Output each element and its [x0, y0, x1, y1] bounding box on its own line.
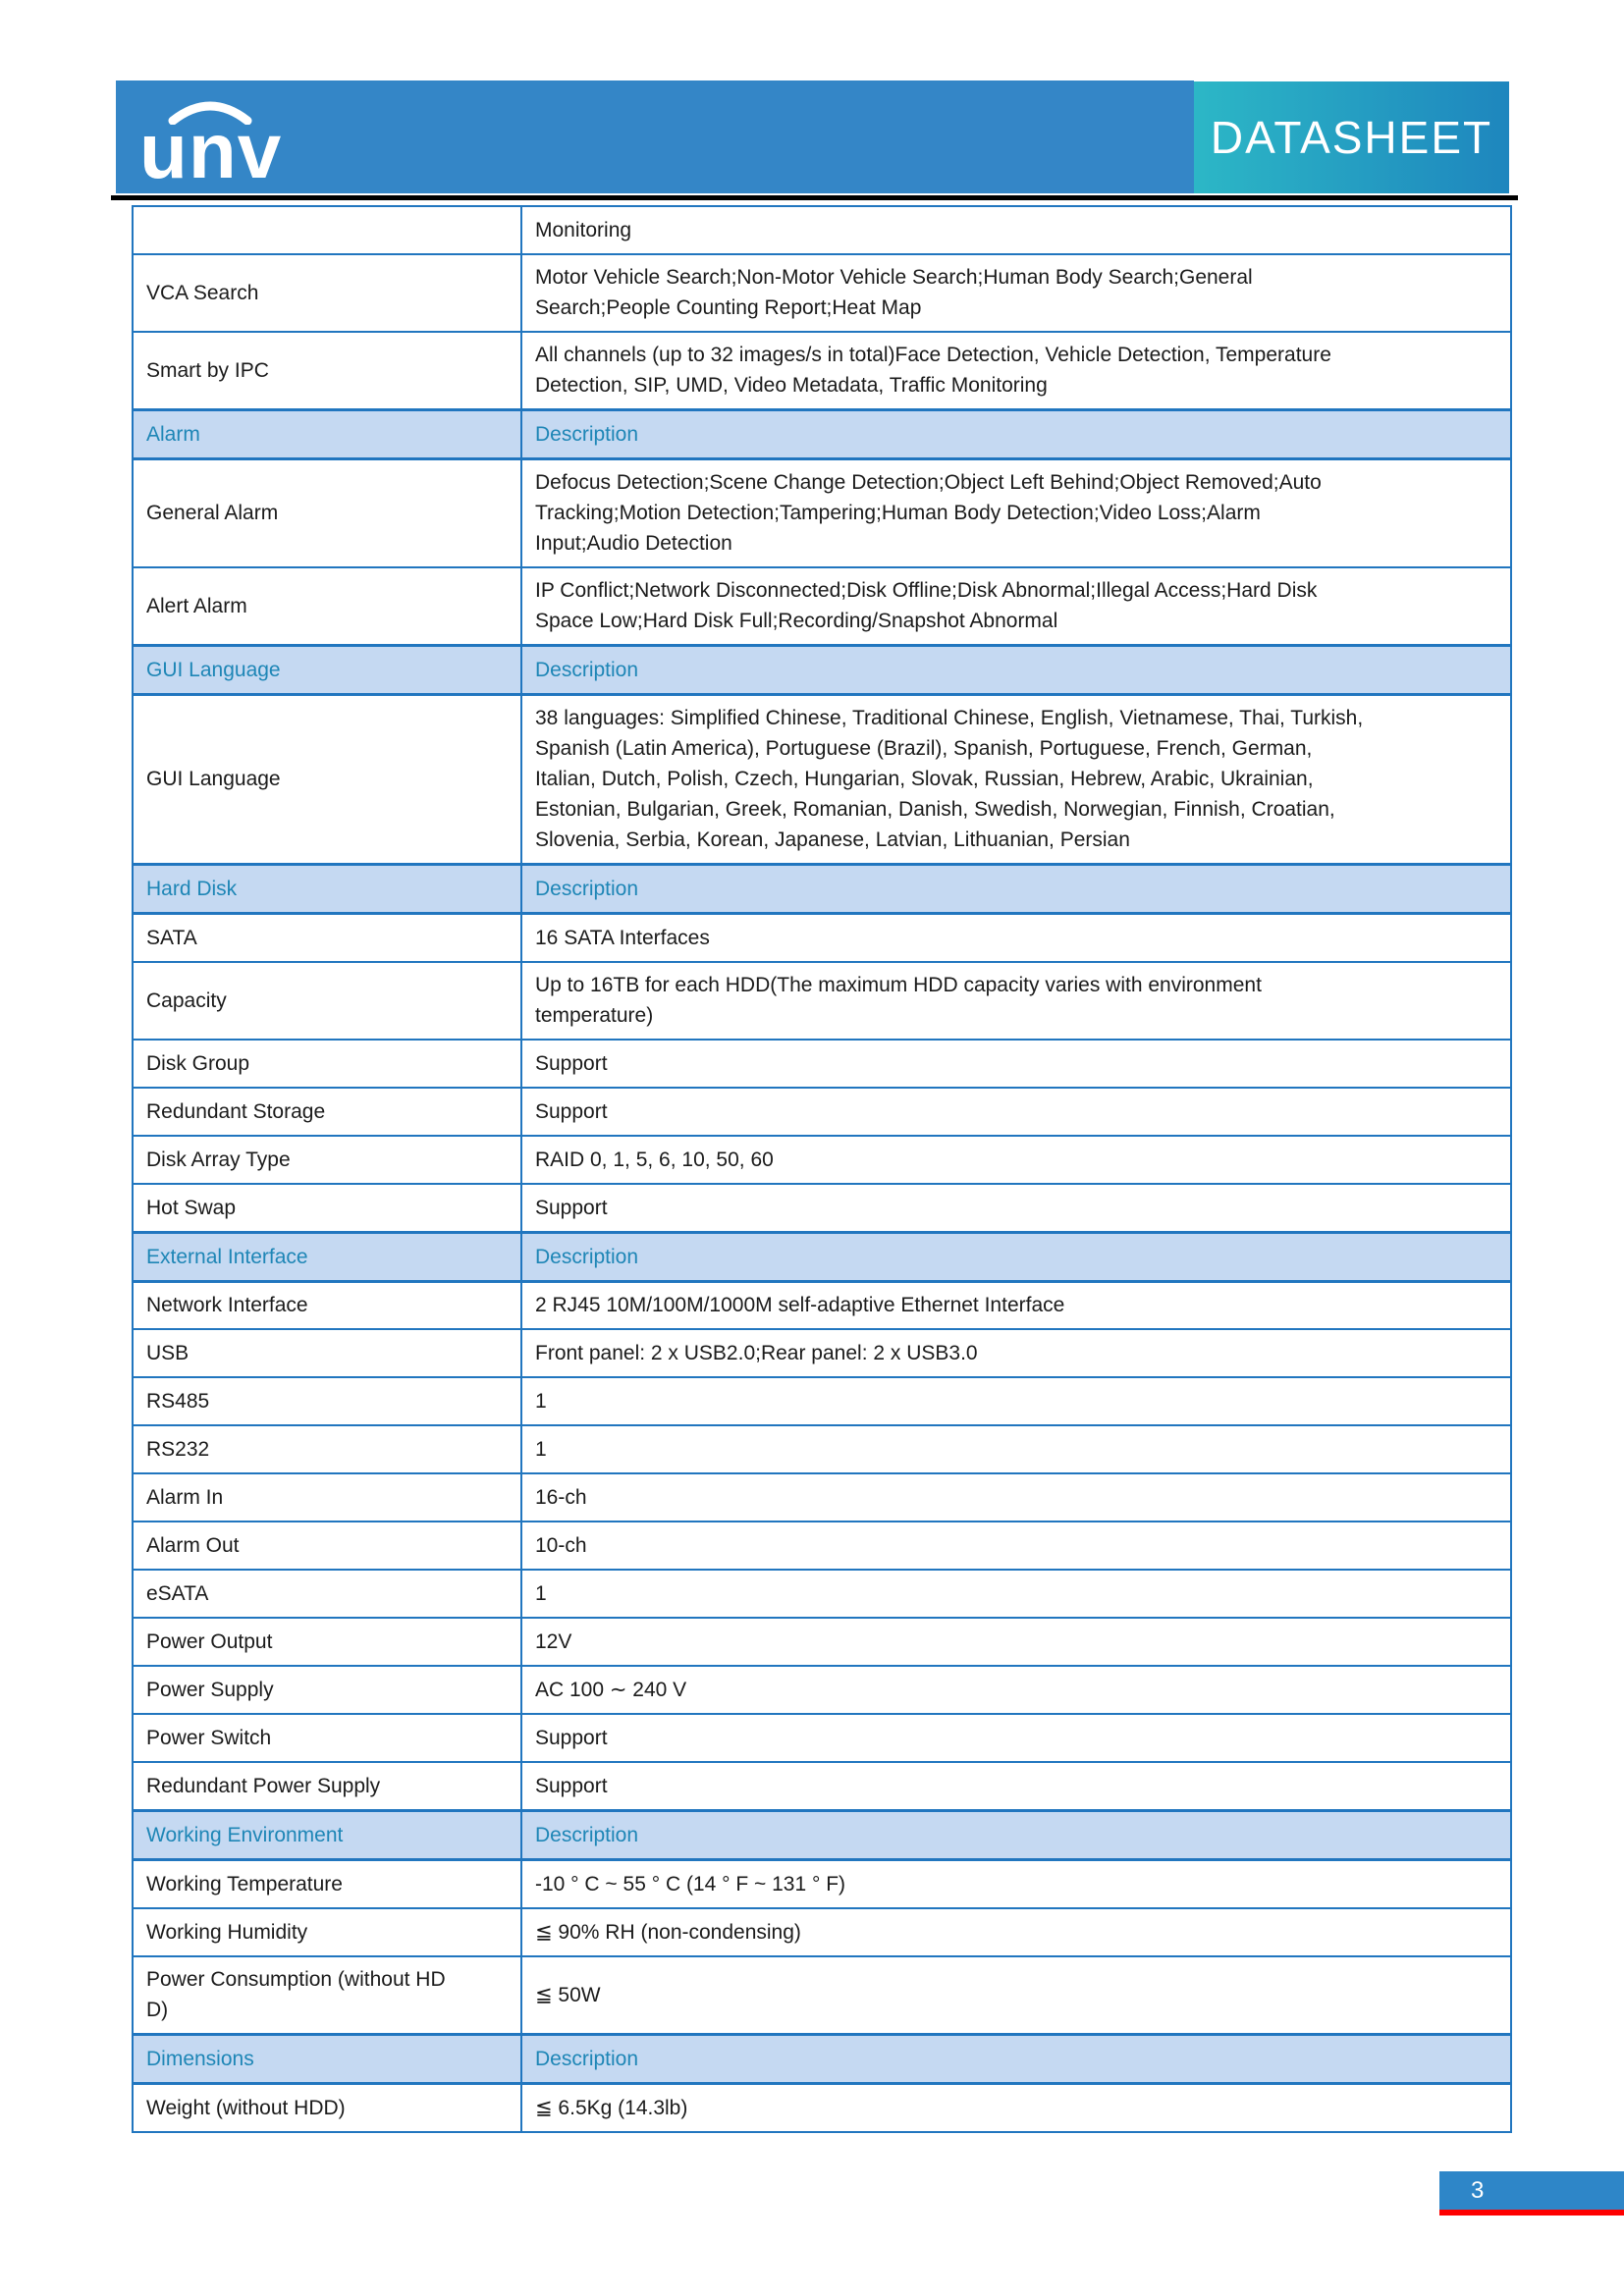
spec-value: 10-ch	[535, 1534, 587, 1558]
spec-label: Alarm In	[146, 1486, 224, 1510]
spec-value: 1	[535, 1438, 547, 1462]
spec-value: Support	[535, 1051, 608, 1075]
spec-label-cell	[133, 1088, 521, 1136]
spec-value: Support	[535, 1196, 608, 1219]
spec-row	[133, 1040, 1511, 1088]
spec-label: Disk Group	[146, 1051, 250, 1075]
spec-row	[133, 206, 1511, 254]
spec-row	[133, 1184, 1511, 1232]
spec-table	[132, 205, 1512, 2133]
spec-label-cell	[133, 2034, 521, 2083]
spec-value: Support	[535, 1727, 608, 1750]
spec-row	[133, 567, 1511, 646]
spec-value: All channels (up to 32 images/s in total)Face Detection, Vehicle Detection, Temperature Detection, SIP, UMD, Video Metadata, Traffic Monitoring	[535, 343, 1331, 397]
spec-value-cell	[521, 1329, 1511, 1377]
spec-label-cell	[133, 1377, 521, 1425]
spec-value-cell	[521, 1522, 1511, 1570]
spec-label-cell	[133, 254, 521, 332]
spec-value-cell	[521, 1281, 1511, 1329]
header-divider-rule	[111, 195, 1518, 200]
spec-value: Description	[535, 422, 639, 446]
spec-label: Power Output	[146, 1630, 273, 1654]
spec-label-cell	[133, 1473, 521, 1522]
spec-label-cell	[133, 1859, 521, 1907]
spec-row	[133, 694, 1511, 864]
spec-value: 12V	[535, 1630, 572, 1654]
spec-value-cell	[521, 2034, 1511, 2083]
spec-label: GUI Language	[146, 658, 281, 681]
spec-value: Description	[535, 2047, 639, 2070]
spec-value-cell	[521, 567, 1511, 646]
spec-row	[133, 1666, 1511, 1714]
spec-row	[133, 1714, 1511, 1762]
page-number: 3	[1471, 2177, 1485, 2204]
spec-label: Redundant Storage	[146, 1099, 326, 1123]
spec-value-cell	[521, 1232, 1511, 1281]
spec-value: IP Conflict;Network Disconnected;Disk Offline;Disk Abnormal;Illegal Access;Hard Disk Space Low;Hard Disk Full;Recording/Snapshot Abnormal	[535, 578, 1318, 632]
spec-label: Alarm	[146, 422, 200, 446]
spec-value-cell	[521, 694, 1511, 864]
spec-label: Weight (without HDD)	[146, 2096, 346, 2119]
spec-label-cell	[133, 962, 521, 1040]
spec-value: AC 100 ∼ 240 V	[535, 1679, 687, 1702]
spec-value: Monitoring	[535, 218, 632, 241]
spec-row	[133, 1618, 1511, 1666]
datasheet-badge	[1194, 81, 1509, 193]
spec-value: Description	[535, 658, 639, 681]
section-header-row	[133, 1232, 1511, 1281]
spec-label-cell	[133, 1570, 521, 1618]
spec-row	[133, 254, 1511, 332]
spec-value-cell	[521, 206, 1511, 254]
spec-value-cell	[521, 1425, 1511, 1473]
spec-label: Power Switch	[146, 1727, 272, 1750]
spec-label: Hard Disk	[146, 877, 238, 900]
spec-label-cell	[133, 2083, 521, 2131]
spec-value-cell	[521, 1377, 1511, 1425]
spec-value-cell	[521, 458, 1511, 567]
spec-row	[133, 1570, 1511, 1618]
spec-row	[133, 962, 1511, 1040]
page-number-badge	[1439, 2171, 1624, 2210]
spec-label-cell	[133, 864, 521, 913]
logo-text: unv	[139, 107, 283, 194]
spec-label-cell	[133, 645, 521, 694]
spec-value: Front panel: 2 x USB2.0;Rear panel: 2 x USB3.0	[535, 1342, 978, 1365]
spec-value-cell	[521, 1040, 1511, 1088]
spec-label-cell	[133, 694, 521, 864]
spec-value: 2 RJ45 10M/100M/1000M self-adaptive Ethernet Interface	[535, 1294, 1065, 1317]
spec-value-cell	[521, 1136, 1511, 1184]
spec-row	[133, 1136, 1511, 1184]
spec-row	[133, 458, 1511, 567]
spec-label-cell	[133, 1184, 521, 1232]
spec-value: Support	[535, 1775, 608, 1798]
spec-label-cell	[133, 1714, 521, 1762]
spec-label: Working Humidity	[146, 1920, 308, 1944]
spec-value: Description	[535, 1245, 639, 1268]
spec-label: Working Temperature	[146, 1872, 343, 1896]
spec-value: Description	[535, 877, 639, 900]
spec-label-cell	[133, 1425, 521, 1473]
spec-value-cell	[521, 1859, 1511, 1907]
spec-label: RS485	[146, 1390, 210, 1414]
spec-label-cell	[133, 1040, 521, 1088]
spec-value: -10 ° C ~ 55 ° C (14 ° F ~ 131 ° F)	[535, 1872, 846, 1896]
spec-value-cell	[521, 409, 1511, 458]
spec-label: eSATA	[146, 1582, 209, 1606]
spec-label: GUI Language	[146, 768, 281, 791]
spec-label: SATA	[146, 926, 197, 949]
spec-row	[133, 1425, 1511, 1473]
spec-value: Description	[535, 1823, 639, 1846]
spec-value: Up to 16TB for each HDD(The maximum HDD capacity varies with environment temperature)	[535, 973, 1262, 1027]
spec-value-cell	[521, 332, 1511, 410]
spec-value-cell	[521, 1570, 1511, 1618]
spec-row	[133, 1473, 1511, 1522]
spec-label: Power Supply	[146, 1679, 274, 1702]
spec-label-cell	[133, 567, 521, 646]
spec-row	[133, 1908, 1511, 1956]
spec-value-cell	[521, 913, 1511, 961]
spec-value-cell	[521, 1908, 1511, 1956]
spec-value: RAID 0, 1, 5, 6, 10, 50, 60	[535, 1148, 774, 1171]
spec-label-cell	[133, 1618, 521, 1666]
spec-row	[133, 1762, 1511, 1810]
section-header-row	[133, 2034, 1511, 2083]
spec-value-cell	[521, 1088, 1511, 1136]
header-banner	[116, 80, 1194, 193]
spec-label: Capacity	[146, 988, 227, 1012]
spec-value-cell	[521, 1618, 1511, 1666]
spec-value-cell	[521, 1811, 1511, 1860]
spec-label: Alert Alarm	[146, 594, 247, 617]
spec-value: 38 languages: Simplified Chinese, Traditional Chinese, English, Vietnamese, Thai, Turkish, Spanish (Latin America), Portuguese (Brazil), Spanish, Portuguese, French, German, Italian, Dutch, Polish, Czech, Hungarian, Slovak, Russian, Hebrew, Arabic, Ukrainian, Estonian, Bulgarian, Greek, Romanian, Danish, Swedish, Norwegian, Finnish, Croatian, Slovenia, Serbia, Korean, Japanese, Latvian, Lithuanian, Persian	[535, 706, 1364, 851]
spec-value: ≦ 50W	[535, 1983, 601, 2006]
unv-logo	[139, 107, 283, 194]
spec-row	[133, 1281, 1511, 1329]
spec-label: Network Interface	[146, 1294, 308, 1317]
spec-value: 16-ch	[535, 1486, 587, 1510]
spec-value-cell	[521, 1956, 1511, 2035]
spec-label-cell	[133, 1522, 521, 1570]
spec-label: Disk Array Type	[146, 1148, 291, 1171]
logo-arc-icon	[167, 99, 253, 125]
spec-label-cell	[133, 458, 521, 567]
spec-label: Working Environment	[146, 1823, 344, 1846]
section-header-row	[133, 864, 1511, 913]
section-header-row	[133, 645, 1511, 694]
spec-value: Support	[535, 1099, 608, 1123]
spec-label: Redundant Power Supply	[146, 1775, 381, 1798]
spec-label: General Alarm	[146, 502, 279, 525]
spec-label: VCA Search	[146, 281, 259, 304]
spec-label-cell	[133, 1811, 521, 1860]
spec-value: Motor Vehicle Search;Non-Motor Vehicle Search;Human Body Search;General Search;People Counting Report;Heat Map	[535, 265, 1253, 319]
spec-row	[133, 1859, 1511, 1907]
spec-label-cell	[133, 1956, 521, 2035]
spec-label-cell	[133, 1762, 521, 1810]
spec-table-body	[133, 206, 1511, 2132]
spec-label-cell	[133, 1281, 521, 1329]
spec-label: Dimensions	[146, 2047, 254, 2070]
spec-row	[133, 1329, 1511, 1377]
spec-label: Smart by IPC	[146, 358, 269, 382]
spec-value: Defocus Detection;Scene Change Detection;Object Left Behind;Object Removed;Auto Tracking;Motion Detection;Tampering;Human Body Detection;Video Loss;Alarm Input;Audio Detection	[535, 470, 1322, 555]
spec-label-cell	[133, 1666, 521, 1714]
spec-row	[133, 1088, 1511, 1136]
spec-value: ≦ 6.5Kg (14.3lb)	[535, 2096, 688, 2119]
spec-label: Hot Swap	[146, 1196, 237, 1219]
spec-value: ≦ 90% RH (non-condensing)	[535, 1920, 801, 1944]
section-header-row	[133, 409, 1511, 458]
spec-label: External Interface	[146, 1245, 308, 1268]
section-header-row	[133, 1811, 1511, 1860]
spec-row	[133, 1956, 1511, 2035]
spec-value-cell	[521, 254, 1511, 332]
spec-value: 16 SATA Interfaces	[535, 926, 710, 949]
spec-value: 1	[535, 1582, 547, 1606]
spec-label-cell	[133, 1136, 521, 1184]
spec-value-cell	[521, 864, 1511, 913]
spec-label: RS232	[146, 1438, 210, 1462]
spec-label-cell	[133, 1232, 521, 1281]
spec-label: USB	[146, 1342, 189, 1365]
spec-row	[133, 2083, 1511, 2131]
datasheet-badge-label: DATASHEET	[1210, 112, 1493, 163]
spec-row	[133, 1522, 1511, 1570]
spec-label-cell	[133, 332, 521, 410]
spec-value-cell	[521, 1762, 1511, 1810]
spec-label-cell	[133, 409, 521, 458]
spec-row	[133, 1377, 1511, 1425]
spec-value: 1	[535, 1390, 547, 1414]
spec-value-cell	[521, 1184, 1511, 1232]
footer-red-rule	[1439, 2210, 1624, 2216]
spec-label-cell	[133, 1908, 521, 1956]
spec-value-cell	[521, 1473, 1511, 1522]
spec-row	[133, 913, 1511, 961]
spec-label: Power Consumption (without HDD)	[146, 1967, 446, 2021]
spec-value-cell	[521, 962, 1511, 1040]
spec-label: Alarm Out	[146, 1534, 240, 1558]
spec-label-cell	[133, 1329, 521, 1377]
spec-row	[133, 332, 1511, 410]
spec-label-cell	[133, 206, 521, 254]
spec-value-cell	[521, 1714, 1511, 1762]
spec-value-cell	[521, 2083, 1511, 2131]
spec-value-cell	[521, 645, 1511, 694]
spec-value-cell	[521, 1666, 1511, 1714]
spec-label-cell	[133, 913, 521, 961]
